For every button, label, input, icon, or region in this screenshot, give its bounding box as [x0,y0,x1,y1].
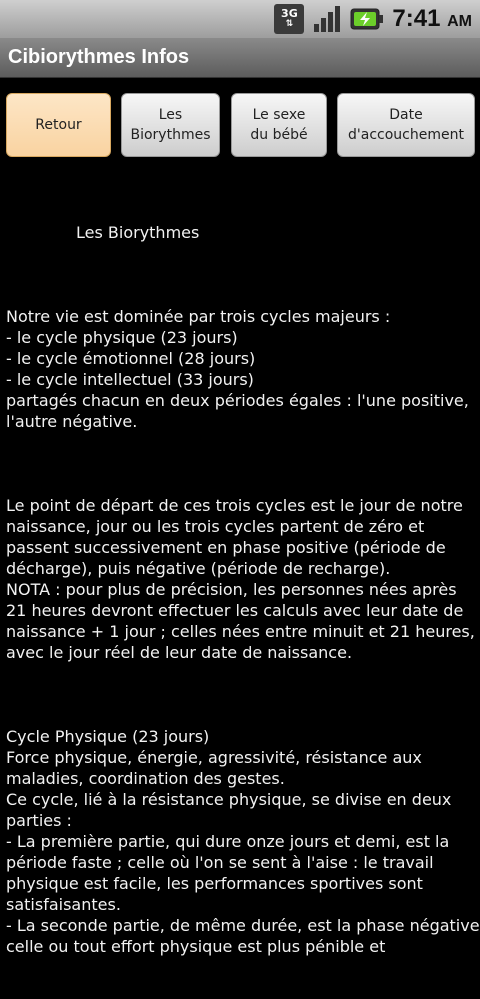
app-title-bar [0,38,480,78]
nav-button-row [0,78,480,166]
paragraph-depart: Le point de départ de ces trois cycles est le jour de notre naissance, jour ou les trois cycles partent de zéro et passent successivement en phase positive (période de décharge), puis négative (période de recharge). NOTA : pour plus de précision, les personnes nées après 21 heures devront effectuer les calculs avec leur date de naissance + 1 jour ; celles nées entre minuit et 21 heures, avec le jour réel de leur date de naissance. [6,496,475,662]
network-3g-icon: 3G ⇅ [274,4,304,34]
sexe-bebe-button[interactable]: Le sexe du bébé [231,93,327,157]
paragraph-cycles: Notre vie est dominée par trois cycles majeurs : - le cycle physique (23 jours) - le cycle émotionnel (28 jours) - le cycle intellectuel (33 jours) partagés chacun en deux périodes égales : l'une positive, l'autre négative. [6,307,469,431]
section-heading: Les Biorythmes [76,223,200,242]
status-bar [0,0,480,38]
clock-time: 7:41 [392,5,441,32]
paragraph-cycle-physique: Cycle Physique (23 jours) Force physique, énergie, agressivité, résistance aux maladies, coordination des gestes. Ce cycle, lié à la résistance physique, se divise en deux parties : - La première partie, qui dure onze jours et demi, est la période faste ; celle où l'on se sent à l'aise : le travail physique est facile, les performances sportives sont satisfaisantes. - La seconde partie, de même durée, est la phase négative celle ou tout effort physique est plus pénible et [6,727,480,956]
biorythmes-button[interactable]: Les Biorythmes [121,93,220,157]
retour-button[interactable]: Retour [6,93,111,157]
battery-charging-icon [350,6,384,32]
content-scroll-area[interactable] [6,180,480,999]
date-accouchement-button[interactable]: Date d'accouchement [337,93,475,157]
status-clock [392,5,472,33]
clock-ampm: AM [447,13,472,30]
signal-bars-icon [312,4,342,34]
app-title: Cibiorythmes Infos [8,46,190,68]
network-type-label: 3G [281,7,298,20]
